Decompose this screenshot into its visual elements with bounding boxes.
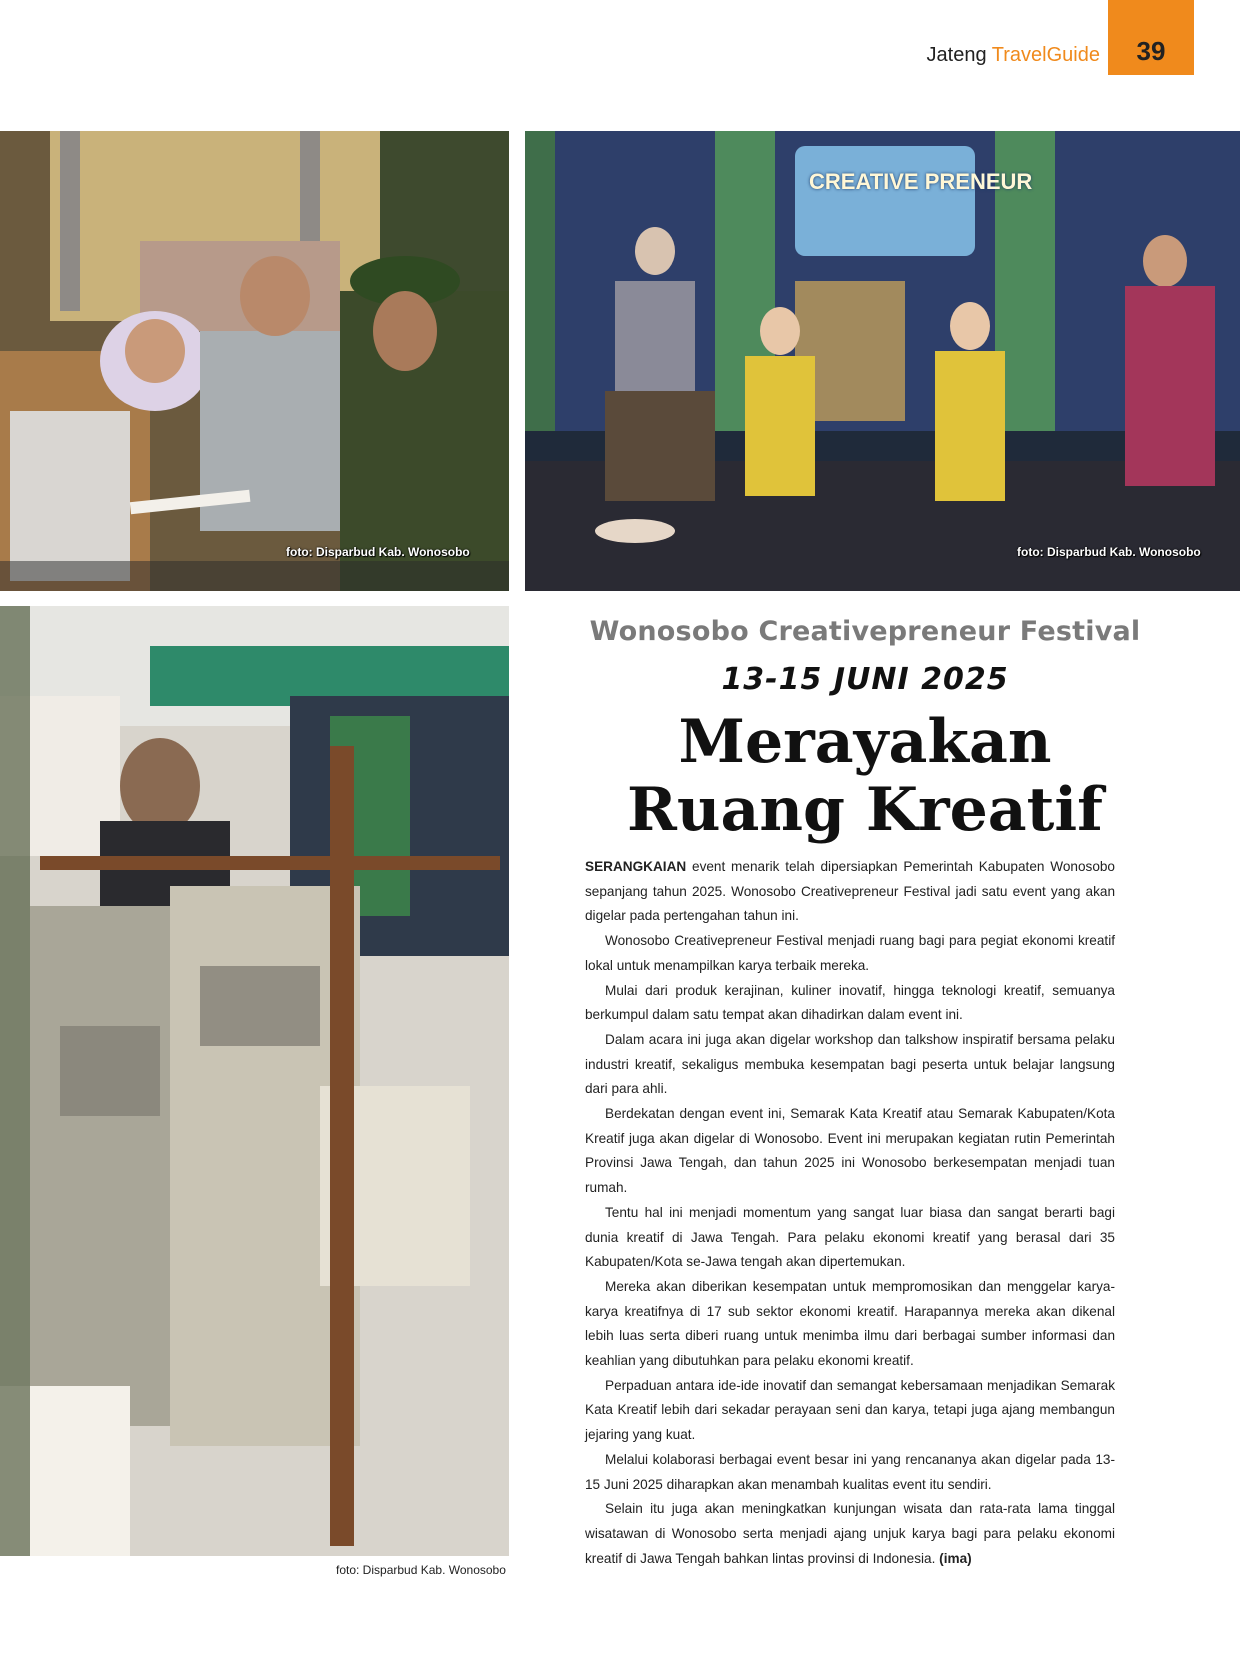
author-signature: (ima) [939, 1550, 972, 1566]
paragraph-3: Mulai dari produk kerajinan, kuliner inovatif, hingga teknologi kreatif, semuanya berkumpul dalam satu tempat akan dihadirkan dalam event ini. [585, 982, 1115, 1023]
stage-photo-illustration [525, 131, 1240, 591]
paragraph-10 [585, 1497, 1115, 1571]
weaving-photo-illustration [0, 131, 509, 591]
weaving-photo [0, 131, 509, 591]
stage-photo-credit: foto: Disparbud Kab. Wonosobo [1017, 545, 1201, 559]
brand-jateng: Jateng [926, 44, 987, 66]
stage-photo [525, 131, 1240, 591]
weaving-photo-credit: foto: Disparbud Kab. Wonosobo [286, 545, 470, 559]
article-title [585, 708, 1145, 844]
paragraph-4: Dalam acara ini juga akan digelar workshop dan talkshow inspiratif bersama pelaku industri kreatif, sekaligus membuka kesempatan bagi peserta untuk belajar langsung dari para ahli. [585, 1031, 1115, 1097]
article-date: 13-15 JUNI 2025 [721, 662, 1009, 697]
brand-travelguide: TravelGuide [991, 44, 1100, 66]
article-body [585, 855, 1115, 1571]
page-number-tab [1108, 0, 1194, 75]
paragraph-6: Tentu hal ini menjadi momentum yang sangat luar biasa dan sangat berarti bagi dunia kreatif di Jawa Tengah. Para pelaku ekonomi kreatif yang berasal dari 35 Kabupaten/Kota se-Jawa tengah akan dipertemukan. [585, 1204, 1115, 1270]
clothing-photo-credit: foto: Disparbud Kab. Wonosobo [336, 1563, 506, 1577]
paragraph-7: Mereka akan diberikan kesempatan untuk mempromosikan dan menggelar karya-karya kreatifnya di 17 sub sektor ekonomi kreatif. Harapannya mereka akan dikenal lebih luas serta diberi ruang untuk menimba ilmu dari berbagai sumber informasi dan keahlian yang dibutuhkan para pelaku ekonomi kreatif. [585, 1278, 1115, 1369]
title-line-2: Ruang Kreatif [627, 775, 1103, 845]
paragraph-1-text: event menarik telah dipersiapkan Pemerintah Kabupaten Wonosobo sepanjang tahun 2025. Wonosobo Creativepreneur Festival jadi satu event yang akan digelar pada pertengahan tahun ini. [585, 859, 1115, 924]
paragraph-10-text: Selain itu juga akan meningkatkan kunjungan wisata dan rata-rata lama tinggal wisatawan di Wonosobo serta menjadi ajang unjuk karya bagi para pelaku ekonomi kreatif di Jawa Tengah bahkan lintas provinsi di Indonesia. [585, 1501, 1115, 1566]
paragraph-9: Melalui kolaborasi berbagai event besar ini yang rencananya akan digelar pada 13-15 Juni 2025 diharapkan akan menambah kualitas event itu sendiri. [585, 1451, 1115, 1492]
paragraph-8: Perpaduan antara ide-ide inovatif dan semangat kebersamaan menjadikan Semarak Kata Kreatif lebih dari sekadar perayaan seni dan karya, tetapi juga ajang membangun jejaring yang kuat. [585, 1377, 1115, 1443]
clothing-photo [0, 606, 509, 1556]
lead-word: SERANGKAIAN [585, 859, 687, 874]
paragraph-1 [585, 855, 1115, 929]
page-number: 39 [1136, 36, 1166, 66]
title-line-1: Merayakan [678, 707, 1052, 777]
magazine-brand [927, 44, 1100, 67]
stage-photo-logo: CREATIVE PRENEUR [809, 169, 1033, 194]
paragraph-2: Wonosobo Creativepreneur Festival menjadi ruang bagi para pegiat ekonomi kreatif lokal untuk menampilkan karya terbaik mereka. [585, 933, 1115, 973]
article-kicker: Wonosobo Creativepreneur Festival [589, 616, 1141, 647]
paragraph-5: Berdekatan dengan event ini, Semarak Kata Kreatif atau Semarak Kabupaten/Kota Kreatif juga akan digelar di Wonosobo. Event ini merupakan kegiatan rutin Pemerintah Provinsi Jawa Tengah, dan tahun 2025 ini Wonosobo berkesempatan menjadi tuan rumah. [585, 1106, 1115, 1196]
clothing-photo-illustration [0, 606, 509, 1556]
